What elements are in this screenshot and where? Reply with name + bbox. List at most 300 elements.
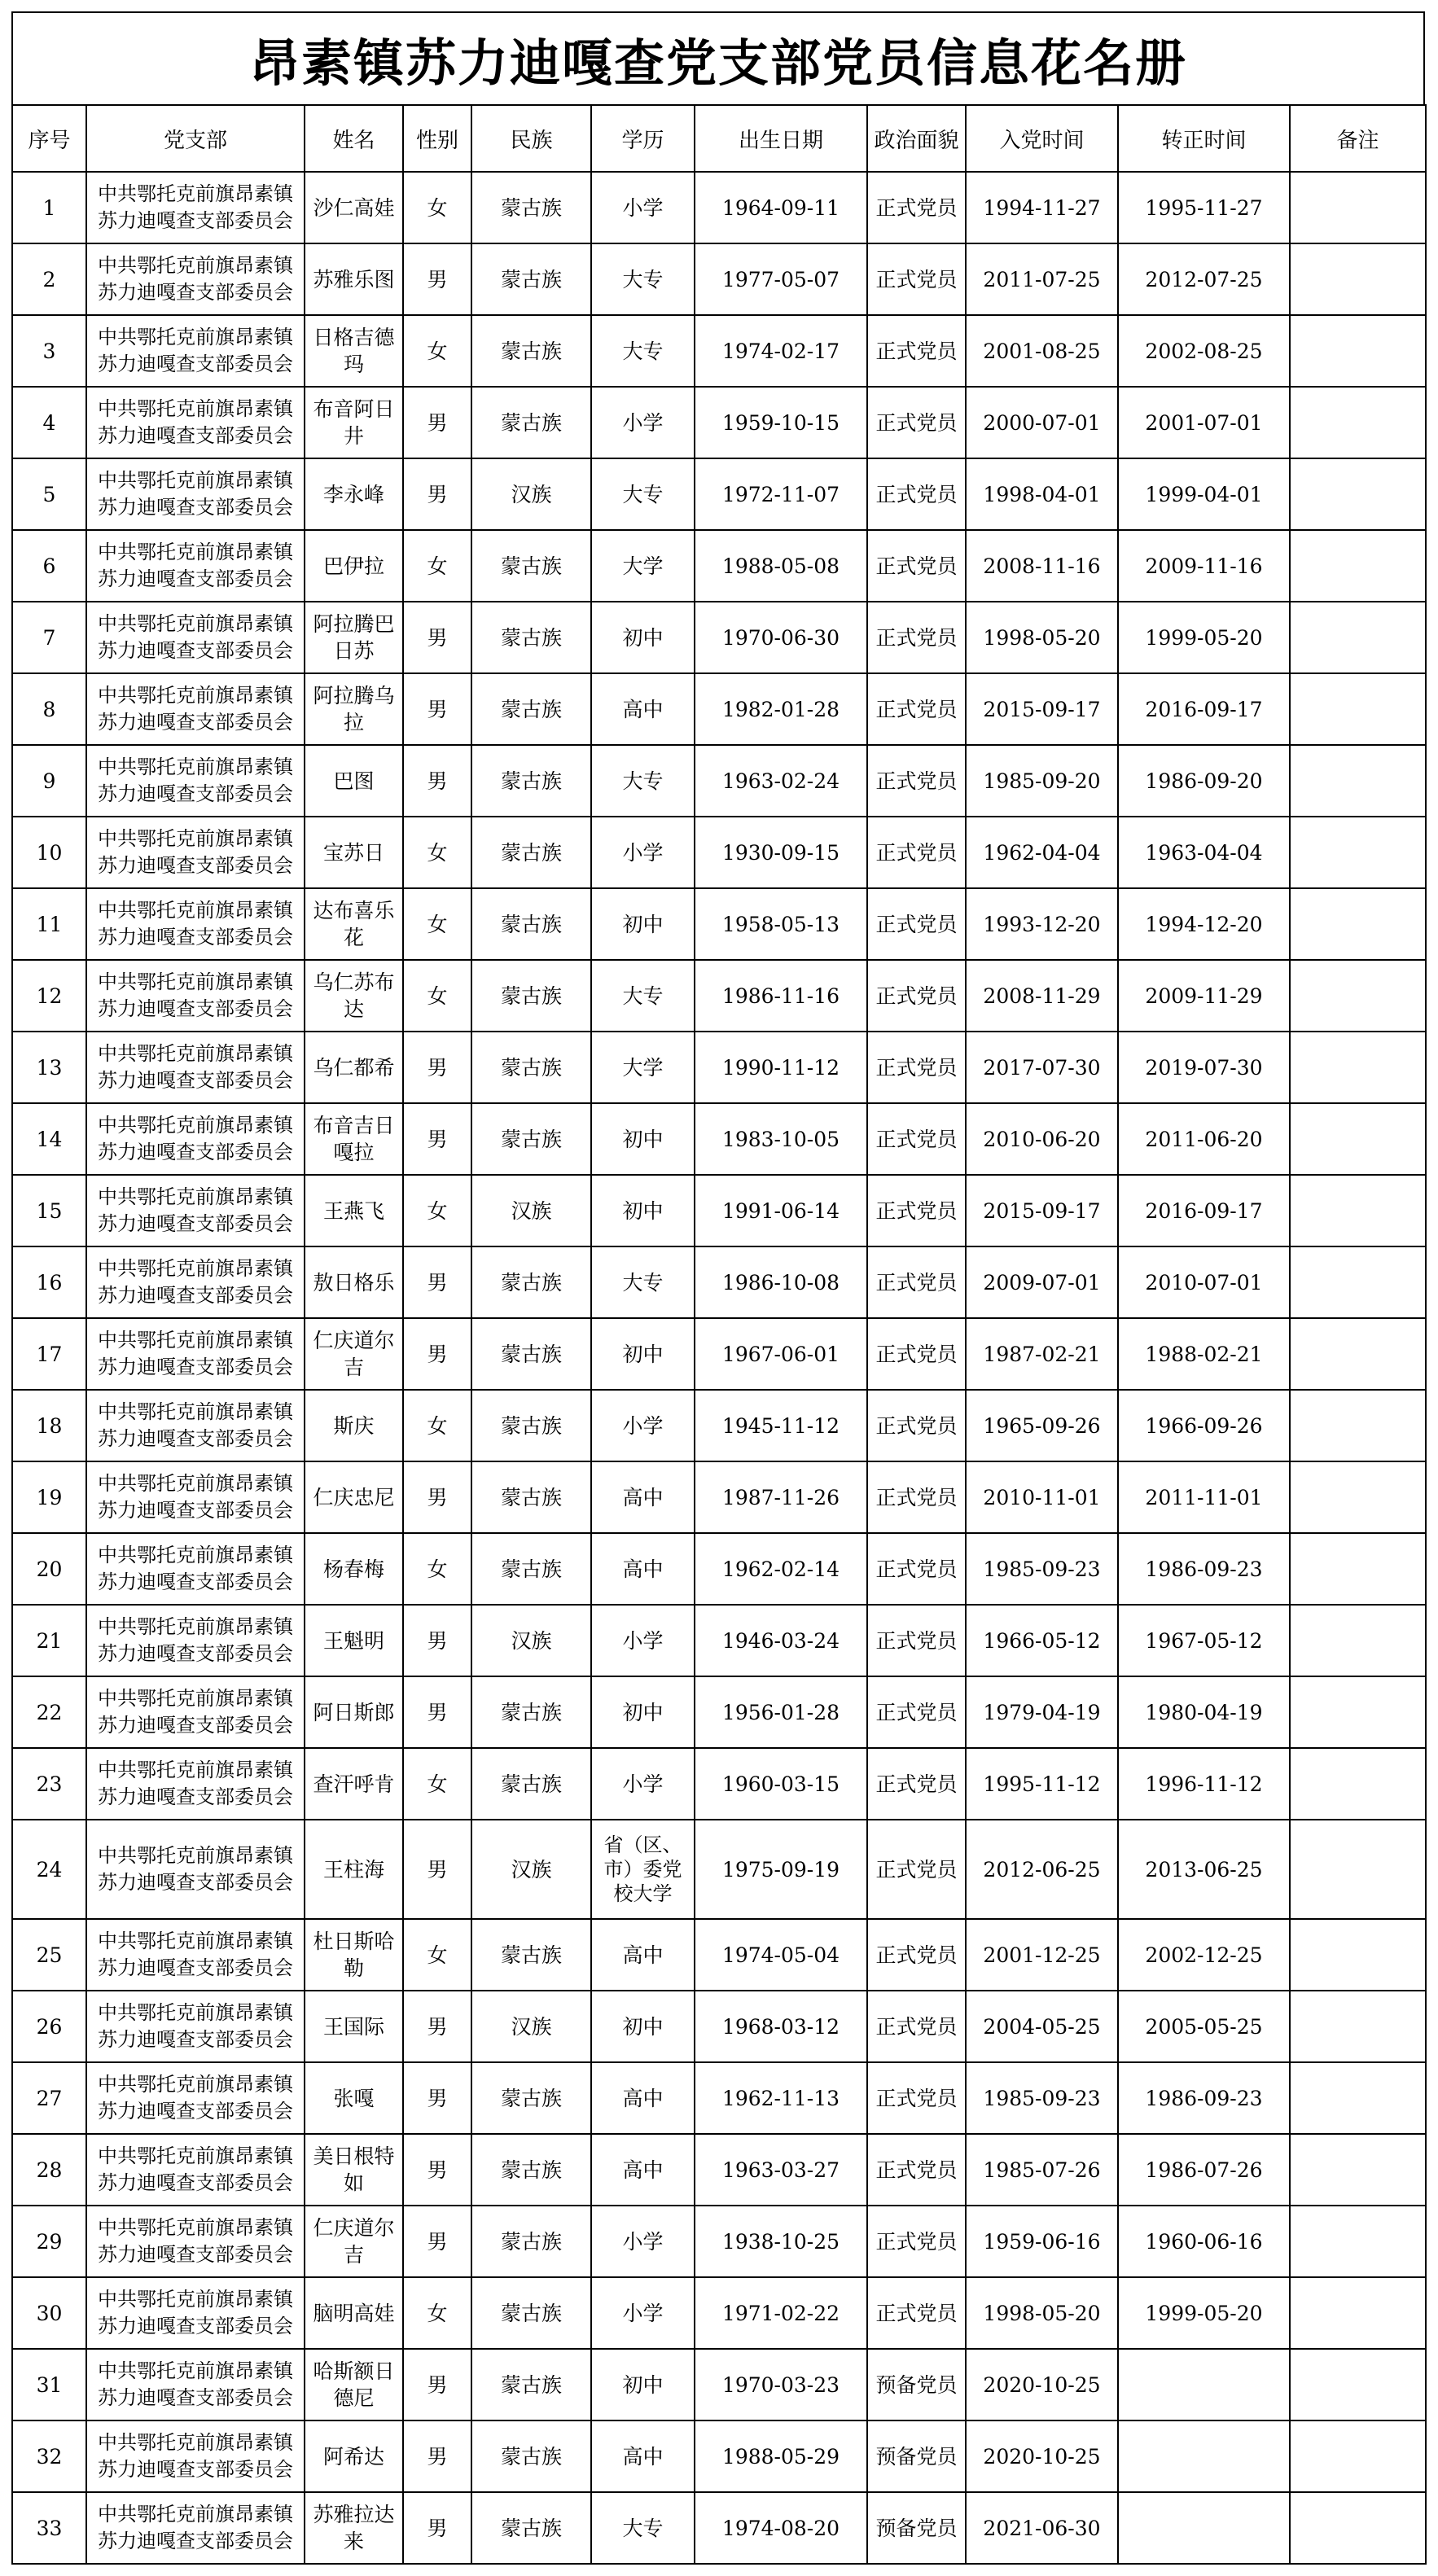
header-education: 学历 bbox=[591, 105, 695, 172]
cell-join-date: 1979-04-19 bbox=[966, 1676, 1118, 1748]
cell-gender: 男 bbox=[403, 243, 471, 315]
cell-ethnicity: 汉族 bbox=[471, 1991, 591, 2062]
cell-name: 达布喜乐花 bbox=[305, 888, 403, 960]
page-title: 昂素镇苏力迪嘎查党支部党员信息花名册 bbox=[248, 33, 1187, 93]
cell-confirm-date: 2002-08-25 bbox=[1118, 315, 1290, 387]
cell-political-status: 正式党员 bbox=[867, 2206, 966, 2277]
cell-confirm-date: 2016-09-17 bbox=[1118, 673, 1290, 745]
cell-branch: 中共鄂托克前旗昂素镇苏力迪嘎查支部委员会 bbox=[86, 1533, 305, 1605]
cell-political-status: 正式党员 bbox=[867, 2134, 966, 2206]
cell-birth-date: 1991-06-14 bbox=[695, 1175, 867, 1246]
cell-index: 24 bbox=[12, 1820, 86, 1919]
cell-name: 巴伊拉 bbox=[305, 530, 403, 602]
cell-remark bbox=[1290, 1390, 1426, 1461]
cell-education: 高中 bbox=[591, 2062, 695, 2134]
cell-birth-date: 1970-03-23 bbox=[695, 2349, 867, 2420]
cell-gender: 男 bbox=[403, 1318, 471, 1390]
cell-education: 小学 bbox=[591, 1390, 695, 1461]
cell-political-status: 正式党员 bbox=[867, 1533, 966, 1605]
cell-branch: 中共鄂托克前旗昂素镇苏力迪嘎查支部委员会 bbox=[86, 1919, 305, 1991]
cell-join-date: 2011-07-25 bbox=[966, 243, 1118, 315]
cell-remark bbox=[1290, 602, 1426, 673]
cell-ethnicity: 蒙古族 bbox=[471, 315, 591, 387]
cell-name: 脑明高娃 bbox=[305, 2277, 403, 2349]
cell-ethnicity: 蒙古族 bbox=[471, 1032, 591, 1103]
cell-name: 乌仁都希 bbox=[305, 1032, 403, 1103]
cell-confirm-date: 1986-09-20 bbox=[1118, 745, 1290, 817]
cell-join-date: 2010-11-01 bbox=[966, 1461, 1118, 1533]
cell-confirm-date: 1999-04-01 bbox=[1118, 458, 1290, 530]
cell-index: 17 bbox=[12, 1318, 86, 1390]
cell-name: 苏雅乐图 bbox=[305, 243, 403, 315]
header-confirm-date: 转正时间 bbox=[1118, 105, 1290, 172]
cell-education: 小学 bbox=[591, 1605, 695, 1676]
table-row bbox=[12, 243, 1426, 315]
cell-remark bbox=[1290, 2134, 1426, 2206]
table-header bbox=[12, 105, 1426, 172]
table-body bbox=[12, 172, 1426, 2564]
cell-branch: 中共鄂托克前旗昂素镇苏力迪嘎查支部委员会 bbox=[86, 1246, 305, 1318]
cell-ethnicity: 蒙古族 bbox=[471, 2134, 591, 2206]
cell-birth-date: 1930-09-15 bbox=[695, 817, 867, 888]
cell-remark bbox=[1290, 2206, 1426, 2277]
table-row bbox=[12, 1533, 1426, 1605]
cell-birth-date: 1988-05-29 bbox=[695, 2420, 867, 2492]
cell-gender: 男 bbox=[403, 2349, 471, 2420]
cell-remark bbox=[1290, 1175, 1426, 1246]
cell-confirm-date: 2001-07-01 bbox=[1118, 387, 1290, 458]
cell-birth-date: 1974-02-17 bbox=[695, 315, 867, 387]
cell-index: 33 bbox=[12, 2492, 86, 2564]
cell-branch: 中共鄂托克前旗昂素镇苏力迪嘎查支部委员会 bbox=[86, 2206, 305, 2277]
cell-gender: 男 bbox=[403, 1820, 471, 1919]
cell-remark bbox=[1290, 745, 1426, 817]
cell-remark bbox=[1290, 1605, 1426, 1676]
cell-join-date: 2012-06-25 bbox=[966, 1820, 1118, 1919]
cell-gender: 男 bbox=[403, 673, 471, 745]
cell-birth-date: 1968-03-12 bbox=[695, 1991, 867, 2062]
cell-education: 大专 bbox=[591, 2492, 695, 2564]
cell-remark bbox=[1290, 888, 1426, 960]
table-row bbox=[12, 1991, 1426, 2062]
cell-branch: 中共鄂托克前旗昂素镇苏力迪嘎查支部委员会 bbox=[86, 530, 305, 602]
cell-gender: 女 bbox=[403, 960, 471, 1032]
cell-political-status: 正式党员 bbox=[867, 817, 966, 888]
cell-branch: 中共鄂托克前旗昂素镇苏力迪嘎查支部委员会 bbox=[86, 315, 305, 387]
cell-index: 12 bbox=[12, 960, 86, 1032]
cell-join-date: 1993-12-20 bbox=[966, 888, 1118, 960]
cell-join-date: 2001-08-25 bbox=[966, 315, 1118, 387]
cell-name: 王国际 bbox=[305, 1991, 403, 2062]
table-row bbox=[12, 1032, 1426, 1103]
cell-gender: 男 bbox=[403, 745, 471, 817]
cell-join-date: 2009-07-01 bbox=[966, 1246, 1118, 1318]
cell-branch: 中共鄂托克前旗昂素镇苏力迪嘎查支部委员会 bbox=[86, 387, 305, 458]
cell-name: 查汗呼肯 bbox=[305, 1748, 403, 1820]
cell-branch: 中共鄂托克前旗昂素镇苏力迪嘎查支部委员会 bbox=[86, 1175, 305, 1246]
cell-ethnicity: 蒙古族 bbox=[471, 2277, 591, 2349]
cell-birth-date: 1982-01-28 bbox=[695, 673, 867, 745]
cell-ethnicity: 蒙古族 bbox=[471, 1246, 591, 1318]
cell-name: 日格吉德玛 bbox=[305, 315, 403, 387]
cell-index: 32 bbox=[12, 2420, 86, 2492]
table-row bbox=[12, 2277, 1426, 2349]
cell-index: 1 bbox=[12, 172, 86, 243]
header-name: 姓名 bbox=[305, 105, 403, 172]
cell-confirm-date: 1960-06-16 bbox=[1118, 2206, 1290, 2277]
cell-name: 张嘎 bbox=[305, 2062, 403, 2134]
cell-ethnicity: 蒙古族 bbox=[471, 387, 591, 458]
cell-branch: 中共鄂托克前旗昂素镇苏力迪嘎查支部委员会 bbox=[86, 1748, 305, 1820]
cell-political-status: 正式党员 bbox=[867, 172, 966, 243]
cell-name: 仁庆道尔吉 bbox=[305, 1318, 403, 1390]
table-row bbox=[12, 2062, 1426, 2134]
cell-index: 9 bbox=[12, 745, 86, 817]
cell-join-date: 2021-06-30 bbox=[966, 2492, 1118, 2564]
cell-political-status: 正式党员 bbox=[867, 888, 966, 960]
cell-index: 19 bbox=[12, 1461, 86, 1533]
cell-political-status: 正式党员 bbox=[867, 530, 966, 602]
table-row bbox=[12, 602, 1426, 673]
cell-branch: 中共鄂托克前旗昂素镇苏力迪嘎查支部委员会 bbox=[86, 243, 305, 315]
cell-remark bbox=[1290, 1676, 1426, 1748]
cell-ethnicity: 蒙古族 bbox=[471, 1103, 591, 1175]
cell-education: 大专 bbox=[591, 745, 695, 817]
cell-gender: 男 bbox=[403, 1605, 471, 1676]
cell-index: 14 bbox=[12, 1103, 86, 1175]
cell-name: 敖日格乐 bbox=[305, 1246, 403, 1318]
cell-birth-date: 1962-11-13 bbox=[695, 2062, 867, 2134]
cell-index: 25 bbox=[12, 1919, 86, 1991]
cell-education: 大专 bbox=[591, 243, 695, 315]
cell-name: 阿拉腾巴日苏 bbox=[305, 602, 403, 673]
cell-education: 初中 bbox=[591, 1318, 695, 1390]
cell-remark bbox=[1290, 172, 1426, 243]
cell-join-date: 1966-05-12 bbox=[966, 1605, 1118, 1676]
table-row bbox=[12, 172, 1426, 243]
table-row bbox=[12, 673, 1426, 745]
cell-confirm-date: 2002-12-25 bbox=[1118, 1919, 1290, 1991]
cell-ethnicity: 蒙古族 bbox=[471, 2349, 591, 2420]
cell-gender: 男 bbox=[403, 1461, 471, 1533]
cell-branch: 中共鄂托克前旗昂素镇苏力迪嘎查支部委员会 bbox=[86, 602, 305, 673]
cell-political-status: 预备党员 bbox=[867, 2492, 966, 2564]
cell-confirm-date: 1980-04-19 bbox=[1118, 1676, 1290, 1748]
cell-gender: 男 bbox=[403, 2206, 471, 2277]
cell-political-status: 正式党员 bbox=[867, 1175, 966, 1246]
cell-gender: 男 bbox=[403, 2492, 471, 2564]
cell-confirm-date: 1999-05-20 bbox=[1118, 602, 1290, 673]
cell-political-status: 正式党员 bbox=[867, 2062, 966, 2134]
cell-gender: 女 bbox=[403, 888, 471, 960]
cell-political-status: 预备党员 bbox=[867, 2420, 966, 2492]
cell-ethnicity: 蒙古族 bbox=[471, 1676, 591, 1748]
table-row bbox=[12, 1103, 1426, 1175]
cell-remark bbox=[1290, 243, 1426, 315]
cell-gender: 女 bbox=[403, 530, 471, 602]
cell-name: 仁庆忠尼 bbox=[305, 1461, 403, 1533]
cell-political-status: 正式党员 bbox=[867, 1820, 966, 1919]
cell-confirm-date: 1999-05-20 bbox=[1118, 2277, 1290, 2349]
cell-gender: 女 bbox=[403, 1175, 471, 1246]
cell-index: 28 bbox=[12, 2134, 86, 2206]
cell-political-status: 正式党员 bbox=[867, 1676, 966, 1748]
cell-gender: 男 bbox=[403, 602, 471, 673]
cell-birth-date: 1970-06-30 bbox=[695, 602, 867, 673]
cell-birth-date: 1938-10-25 bbox=[695, 2206, 867, 2277]
cell-index: 31 bbox=[12, 2349, 86, 2420]
cell-join-date: 2015-09-17 bbox=[966, 673, 1118, 745]
cell-gender: 女 bbox=[403, 1390, 471, 1461]
cell-gender: 男 bbox=[403, 1103, 471, 1175]
cell-confirm-date: 2013-06-25 bbox=[1118, 1820, 1290, 1919]
cell-join-date: 2004-05-25 bbox=[966, 1991, 1118, 2062]
cell-ethnicity: 蒙古族 bbox=[471, 960, 591, 1032]
table-row bbox=[12, 960, 1426, 1032]
cell-name: 王魁明 bbox=[305, 1605, 403, 1676]
cell-index: 13 bbox=[12, 1032, 86, 1103]
cell-ethnicity: 蒙古族 bbox=[471, 1390, 591, 1461]
cell-index: 2 bbox=[12, 243, 86, 315]
cell-remark bbox=[1290, 2420, 1426, 2492]
cell-remark bbox=[1290, 1919, 1426, 1991]
cell-education: 初中 bbox=[591, 2349, 695, 2420]
cell-name: 宝苏日 bbox=[305, 817, 403, 888]
cell-name: 阿希达 bbox=[305, 2420, 403, 2492]
cell-name: 阿日斯郎 bbox=[305, 1676, 403, 1748]
cell-join-date: 1962-04-04 bbox=[966, 817, 1118, 888]
cell-name: 苏雅拉达来 bbox=[305, 2492, 403, 2564]
cell-education: 小学 bbox=[591, 1748, 695, 1820]
cell-confirm-date: 2019-07-30 bbox=[1118, 1032, 1290, 1103]
cell-birth-date: 1956-01-28 bbox=[695, 1676, 867, 1748]
cell-education: 高中 bbox=[591, 2420, 695, 2492]
cell-education: 省（区、市）委党校大学 bbox=[591, 1820, 695, 1919]
cell-confirm-date: 1995-11-27 bbox=[1118, 172, 1290, 243]
cell-birth-date: 1962-02-14 bbox=[695, 1533, 867, 1605]
cell-branch: 中共鄂托克前旗昂素镇苏力迪嘎查支部委员会 bbox=[86, 888, 305, 960]
cell-join-date: 2020-10-25 bbox=[966, 2349, 1118, 2420]
cell-ethnicity: 汉族 bbox=[471, 1820, 591, 1919]
table-row bbox=[12, 2134, 1426, 2206]
cell-remark bbox=[1290, 315, 1426, 387]
cell-education: 初中 bbox=[591, 888, 695, 960]
cell-join-date: 1959-06-16 bbox=[966, 2206, 1118, 2277]
cell-branch: 中共鄂托克前旗昂素镇苏力迪嘎查支部委员会 bbox=[86, 2420, 305, 2492]
cell-confirm-date: 2005-05-25 bbox=[1118, 1991, 1290, 2062]
cell-political-status: 正式党员 bbox=[867, 1991, 966, 2062]
cell-birth-date: 1963-02-24 bbox=[695, 745, 867, 817]
cell-branch: 中共鄂托克前旗昂素镇苏力迪嘎查支部委员会 bbox=[86, 458, 305, 530]
cell-birth-date: 1972-11-07 bbox=[695, 458, 867, 530]
cell-birth-date: 1964-09-11 bbox=[695, 172, 867, 243]
cell-education: 大学 bbox=[591, 1032, 695, 1103]
cell-ethnicity: 蒙古族 bbox=[471, 2206, 591, 2277]
cell-join-date: 2008-11-16 bbox=[966, 530, 1118, 602]
cell-remark bbox=[1290, 2492, 1426, 2564]
cell-confirm-date: 2011-11-01 bbox=[1118, 1461, 1290, 1533]
cell-join-date: 2017-07-30 bbox=[966, 1032, 1118, 1103]
table-row bbox=[12, 1390, 1426, 1461]
cell-branch: 中共鄂托克前旗昂素镇苏力迪嘎查支部委员会 bbox=[86, 2492, 305, 2564]
cell-name: 美日根特如 bbox=[305, 2134, 403, 2206]
cell-index: 4 bbox=[12, 387, 86, 458]
cell-join-date: 2010-06-20 bbox=[966, 1103, 1118, 1175]
cell-confirm-date: 1994-12-20 bbox=[1118, 888, 1290, 960]
cell-education: 小学 bbox=[591, 2277, 695, 2349]
cell-ethnicity: 蒙古族 bbox=[471, 2420, 591, 2492]
cell-index: 8 bbox=[12, 673, 86, 745]
cell-branch: 中共鄂托克前旗昂素镇苏力迪嘎查支部委员会 bbox=[86, 1032, 305, 1103]
header-birth-date: 出生日期 bbox=[695, 105, 867, 172]
cell-birth-date: 1986-10-08 bbox=[695, 1246, 867, 1318]
cell-political-status: 正式党员 bbox=[867, 1032, 966, 1103]
cell-birth-date: 1959-10-15 bbox=[695, 387, 867, 458]
cell-political-status: 正式党员 bbox=[867, 1390, 966, 1461]
cell-education: 高中 bbox=[591, 673, 695, 745]
cell-ethnicity: 蒙古族 bbox=[471, 1461, 591, 1533]
cell-political-status: 正式党员 bbox=[867, 2277, 966, 2349]
cell-join-date: 1985-09-23 bbox=[966, 2062, 1118, 2134]
table-row bbox=[12, 315, 1426, 387]
cell-remark bbox=[1290, 530, 1426, 602]
cell-gender: 女 bbox=[403, 2277, 471, 2349]
cell-confirm-date: 2009-11-29 bbox=[1118, 960, 1290, 1032]
header-join-date: 入党时间 bbox=[966, 105, 1118, 172]
cell-political-status: 正式党员 bbox=[867, 315, 966, 387]
cell-birth-date: 1990-11-12 bbox=[695, 1032, 867, 1103]
cell-ethnicity: 蒙古族 bbox=[471, 745, 591, 817]
cell-birth-date: 1967-06-01 bbox=[695, 1318, 867, 1390]
cell-remark bbox=[1290, 817, 1426, 888]
header-row bbox=[12, 105, 1426, 172]
cell-ethnicity: 蒙古族 bbox=[471, 172, 591, 243]
cell-confirm-date: 1986-07-26 bbox=[1118, 2134, 1290, 2206]
cell-index: 6 bbox=[12, 530, 86, 602]
cell-branch: 中共鄂托克前旗昂素镇苏力迪嘎查支部委员会 bbox=[86, 2277, 305, 2349]
cell-gender: 女 bbox=[403, 1748, 471, 1820]
cell-remark bbox=[1290, 1748, 1426, 1820]
table-row bbox=[12, 387, 1426, 458]
cell-ethnicity: 蒙古族 bbox=[471, 1318, 591, 1390]
cell-birth-date: 1963-03-27 bbox=[695, 2134, 867, 2206]
cell-confirm-date: 1988-02-21 bbox=[1118, 1318, 1290, 1390]
cell-remark bbox=[1290, 458, 1426, 530]
header-gender: 性别 bbox=[403, 105, 471, 172]
cell-name: 王柱海 bbox=[305, 1820, 403, 1919]
table-row bbox=[12, 888, 1426, 960]
cell-education: 大专 bbox=[591, 1246, 695, 1318]
cell-branch: 中共鄂托克前旗昂素镇苏力迪嘎查支部委员会 bbox=[86, 1820, 305, 1919]
cell-political-status: 预备党员 bbox=[867, 2349, 966, 2420]
cell-gender: 男 bbox=[403, 2134, 471, 2206]
cell-name: 沙仁高娃 bbox=[305, 172, 403, 243]
cell-index: 30 bbox=[12, 2277, 86, 2349]
cell-remark bbox=[1290, 1533, 1426, 1605]
cell-education: 大学 bbox=[591, 530, 695, 602]
cell-remark bbox=[1290, 1318, 1426, 1390]
cell-name: 斯庆 bbox=[305, 1390, 403, 1461]
cell-education: 高中 bbox=[591, 2134, 695, 2206]
cell-political-status: 正式党员 bbox=[867, 243, 966, 315]
cell-branch: 中共鄂托克前旗昂素镇苏力迪嘎查支部委员会 bbox=[86, 1991, 305, 2062]
header-branch: 党支部 bbox=[86, 105, 305, 172]
cell-index: 11 bbox=[12, 888, 86, 960]
cell-confirm-date: 1986-09-23 bbox=[1118, 2062, 1290, 2134]
cell-branch: 中共鄂托克前旗昂素镇苏力迪嘎查支部委员会 bbox=[86, 817, 305, 888]
cell-index: 7 bbox=[12, 602, 86, 673]
cell-ethnicity: 蒙古族 bbox=[471, 1748, 591, 1820]
cell-education: 大专 bbox=[591, 458, 695, 530]
table-row bbox=[12, 1676, 1426, 1748]
cell-ethnicity: 蒙古族 bbox=[471, 1533, 591, 1605]
table-row bbox=[12, 1246, 1426, 1318]
cell-gender: 男 bbox=[403, 1246, 471, 1318]
cell-name: 王燕飞 bbox=[305, 1175, 403, 1246]
cell-branch: 中共鄂托克前旗昂素镇苏力迪嘎查支部委员会 bbox=[86, 172, 305, 243]
cell-birth-date: 1945-11-12 bbox=[695, 1390, 867, 1461]
cell-gender: 男 bbox=[403, 458, 471, 530]
cell-gender: 男 bbox=[403, 2420, 471, 2492]
cell-political-status: 正式党员 bbox=[867, 1318, 966, 1390]
cell-index: 20 bbox=[12, 1533, 86, 1605]
cell-join-date: 1994-11-27 bbox=[966, 172, 1118, 243]
cell-political-status: 正式党员 bbox=[867, 1605, 966, 1676]
cell-education: 初中 bbox=[591, 1991, 695, 2062]
cell-political-status: 正式党员 bbox=[867, 960, 966, 1032]
cell-ethnicity: 汉族 bbox=[471, 1175, 591, 1246]
cell-confirm-date: 2009-11-16 bbox=[1118, 530, 1290, 602]
cell-ethnicity: 蒙古族 bbox=[471, 602, 591, 673]
cell-join-date: 1985-09-20 bbox=[966, 745, 1118, 817]
cell-join-date: 1995-11-12 bbox=[966, 1748, 1118, 1820]
cell-join-date: 1998-05-20 bbox=[966, 602, 1118, 673]
cell-gender: 男 bbox=[403, 2062, 471, 2134]
cell-index: 22 bbox=[12, 1676, 86, 1748]
cell-branch: 中共鄂托克前旗昂素镇苏力迪嘎查支部委员会 bbox=[86, 745, 305, 817]
cell-confirm-date bbox=[1118, 2420, 1290, 2492]
cell-name: 李永峰 bbox=[305, 458, 403, 530]
cell-gender: 女 bbox=[403, 1533, 471, 1605]
cell-education: 小学 bbox=[591, 387, 695, 458]
cell-gender: 男 bbox=[403, 1991, 471, 2062]
table-row bbox=[12, 1820, 1426, 1919]
cell-branch: 中共鄂托克前旗昂素镇苏力迪嘎查支部委员会 bbox=[86, 1605, 305, 1676]
cell-name: 仁庆道尔吉 bbox=[305, 2206, 403, 2277]
cell-political-status: 正式党员 bbox=[867, 387, 966, 458]
cell-birth-date: 1988-05-08 bbox=[695, 530, 867, 602]
cell-join-date: 2000-07-01 bbox=[966, 387, 1118, 458]
cell-name: 布音阿日井 bbox=[305, 387, 403, 458]
table-row bbox=[12, 458, 1426, 530]
cell-confirm-date: 2012-07-25 bbox=[1118, 243, 1290, 315]
cell-join-date: 2015-09-17 bbox=[966, 1175, 1118, 1246]
cell-remark bbox=[1290, 2277, 1426, 2349]
cell-political-status: 正式党员 bbox=[867, 673, 966, 745]
cell-political-status: 正式党员 bbox=[867, 1919, 966, 1991]
cell-confirm-date: 1967-05-12 bbox=[1118, 1605, 1290, 1676]
cell-join-date: 2008-11-29 bbox=[966, 960, 1118, 1032]
cell-ethnicity: 蒙古族 bbox=[471, 243, 591, 315]
cell-remark bbox=[1290, 387, 1426, 458]
cell-political-status: 正式党员 bbox=[867, 1246, 966, 1318]
cell-birth-date: 1960-03-15 bbox=[695, 1748, 867, 1820]
table-row bbox=[12, 530, 1426, 602]
cell-birth-date: 1971-02-22 bbox=[695, 2277, 867, 2349]
cell-education: 高中 bbox=[591, 1461, 695, 1533]
cell-branch: 中共鄂托克前旗昂素镇苏力迪嘎查支部委员会 bbox=[86, 1390, 305, 1461]
header-index: 序号 bbox=[12, 105, 86, 172]
